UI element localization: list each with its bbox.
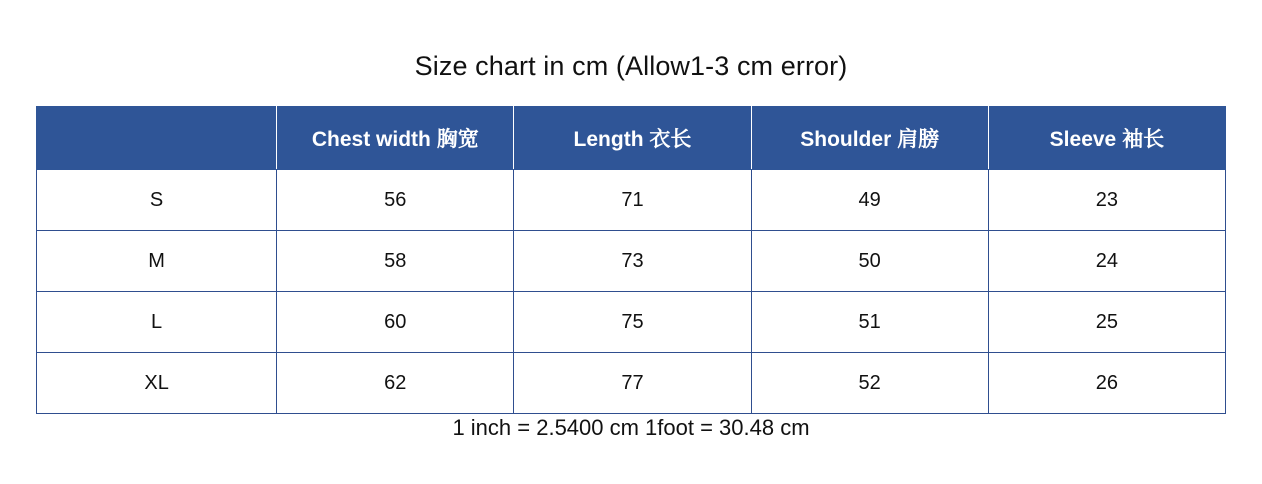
- table-row: [37, 292, 1226, 353]
- table-header-row: [37, 107, 1226, 170]
- cell-size: L: [37, 292, 277, 353]
- cell-length: 77: [514, 353, 751, 414]
- cell-length: 73: [514, 231, 751, 292]
- cell-size: S: [37, 170, 277, 231]
- cell-sleeve: 24: [988, 231, 1225, 292]
- cell-shoulder: 49: [751, 170, 988, 231]
- column-header-length: Length 衣长: [514, 107, 751, 170]
- unit-conversion-note: 1 inch = 2.5400 cm 1foot = 30.48 cm: [452, 415, 810, 440]
- column-header-size: [37, 107, 277, 170]
- cell-size: M: [37, 231, 277, 292]
- cell-shoulder: 52: [751, 353, 988, 414]
- cell-length: 75: [514, 292, 751, 353]
- table-row: [37, 170, 1226, 231]
- cell-sleeve: 26: [988, 353, 1225, 414]
- cell-length: 71: [514, 170, 751, 231]
- cell-chest-width: 58: [277, 231, 514, 292]
- cell-chest-width: 62: [277, 353, 514, 414]
- cell-sleeve: 25: [988, 292, 1225, 353]
- cell-sleeve: 23: [988, 170, 1225, 231]
- column-header-shoulder: Shoulder 肩膀: [751, 107, 988, 170]
- page-title: Size chart in cm (Allow1-3 cm error): [414, 51, 848, 81]
- table-body: [37, 170, 1226, 414]
- cell-size: XL: [37, 353, 277, 414]
- cell-chest-width: 60: [277, 292, 514, 353]
- table-row: [37, 231, 1226, 292]
- cell-shoulder: 50: [751, 231, 988, 292]
- cell-chest-width: 56: [277, 170, 514, 231]
- table-row: [37, 353, 1226, 414]
- column-header-sleeve: Sleeve 袖长: [988, 107, 1225, 170]
- table-header: [37, 107, 1226, 170]
- size-chart-table: [36, 106, 1226, 414]
- cell-shoulder: 51: [751, 292, 988, 353]
- column-header-chest-width: Chest width 胸宽: [277, 107, 514, 170]
